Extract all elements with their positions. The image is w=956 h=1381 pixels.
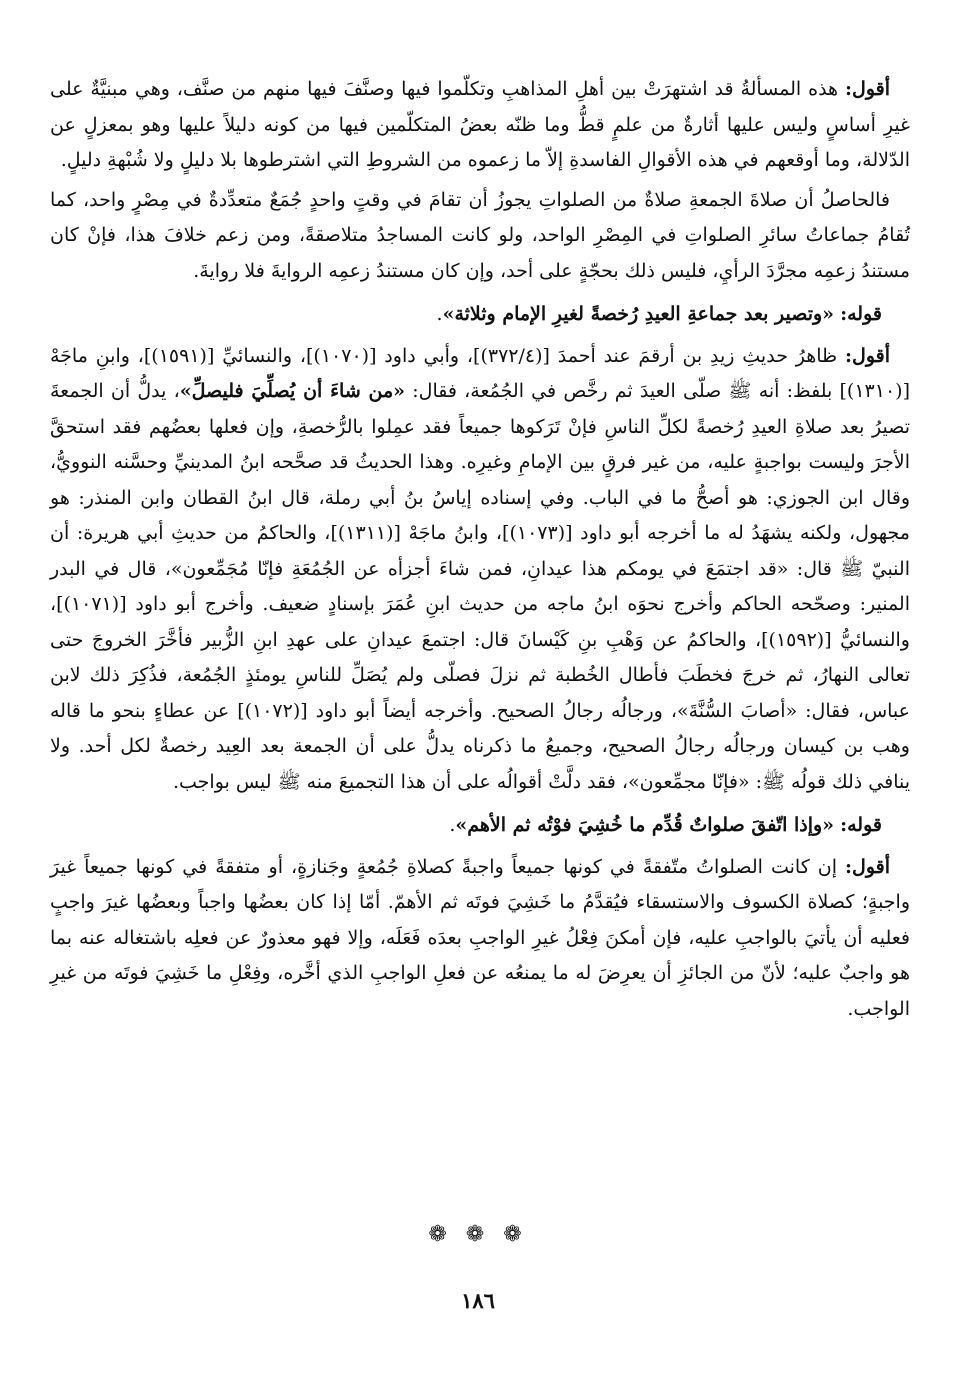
- paragraph-label: أقول:: [845, 344, 891, 367]
- page-body: [50, 72, 910, 1031]
- paragraph-label: قوله:: [840, 303, 882, 325]
- paragraph-3-quote: [50, 297, 910, 333]
- paragraph-1: [50, 72, 910, 179]
- quoted-text: «وتصير بعد جماعةِ العيدِ رُخصةً لغيرِ الإمام وثلاثة»: [442, 303, 835, 325]
- paragraph-text: ظاهرُ حديثِ زيدِ بن أرقمَ عند أحمدَ [(٣٧٢/٤)]، وأبي داود [(١٠٧٠)]، والنسائيِّ [(١٥٩١)]، وابنِ ماجَهْ [(١٣١٠)] بلفظ: أنه ﷺ صلّى العيدَ ثم رخَّص في الجُمُعة، فقال:: [50, 344, 910, 402]
- paragraph-label: أقول:: [845, 855, 890, 878]
- section-divider-ornament: ❁ ❁ ❁: [428, 1222, 528, 1247]
- paragraph-text: إن كانت الصلواتُ متّفقةً في كونها جميعاً واجبةً كصلاةِ جُمُعةٍ وجَنازةٍ، أو متفقةً في كونها جميعاً غيرَ واجبةٍ؛ كصلاة الكسوف والاستسقاء فيُقدَّمُ ما خَشِيَ فوتَه ثم الأهمّ. أمّا إذا كان بعضُها واجباً وبعضُها غيرَ واجبٍ فعليه أن يأتيَ بالواجبِ عليه، فإن أمكنَ فِعْلُ غيرِ الواجبِ بعدَه فَعَلَه، وإلا فهو معذورٌ عن فعلِه باشتغاله عنه بما هو واجبٌ عليه؛ لأنّ من الجائزِ أن يعرِضَ له ما يمنعُه عن فعلِ الواجبِ الذي أخَّره، وفِعْلِ ما خَشِيَ فوتَه من غيرِ الواجب.: [50, 855, 910, 1020]
- quoted-text: «من شاءَ أن يُصلِّيَ فليصلِّ»: [179, 380, 406, 402]
- quoted-text: «وإذا اتّفقَ صلواتٌ قُدِّم ما خُشِيَ فوْتُه ثم الأهم»: [455, 814, 835, 836]
- paragraph-label: قوله:: [840, 814, 882, 836]
- paragraph-6: [50, 850, 910, 1028]
- paragraph-text-end: .: [436, 303, 443, 325]
- paragraph-5-quote: [50, 808, 910, 844]
- paragraph-text: فالحاصلُ أن صلاةَ الجمعةِ صلاةٌ من الصلواتِ يجوزُ أن تقامَ في وقتٍ واحدٍ جُمَعٌ متعدِّدةٌ في مِصْرٍ واحد، كما تُقامُ جماعاتُ سائرِ الصلواتِ في المِصْرِ الواحد، ولو كانت المساجدُ متلاصقةً، ومن زعم خلافَ هذا، فإنْ كان مستندُ زعمِه مجرَّدَ الرأيِ، فليس ذلك بحجّةٍ على أحد، وإن كان مستندُ زعمِه الروايةَ فلا روايةَ.: [50, 188, 910, 282]
- paragraph-label: أقول:: [845, 78, 890, 100]
- paragraph-text-end: ، يدلُّ أن الجمعةَ تصيرُ بعد صلاةِ العيدِ رُخصةً لكلِّ الناسِ فإنْ تَرَكوها جميعاً فقد عمِلوا بالرُّخصةِ، وإن فعلها بعضُهم فقد استحقَّ الأجرَ وليست بواجبةٍ عليه، من غير فرقٍ بين الإمامِ وغيرِه. وهذا الحديثُ قد صحَّحه ابنُ المدينيِّ وحسَّنه النوويُّ، وقال ابن الجوزي: هو أصحُّ ما في الباب. وفي إسناده إياسُ بنُ أبي رملة، قال ابنُ القطان وابن المنذر: هو مجهول، ولكنه يشهَدُ له ما أخرجه أبو داود [(١٠٧٣)]، وابنُ ماجَهْ [(١٣١١)]، والحاكمُ من حديثِ أبي هريرة: أن النبيّ ﷺ قال: «قد اجتمَعَ في يومكم هذا عيدانِ، فمن شاءَ أجزأه عن الجُمُعَةِ فإنّا مُجَمِّعون»، قال في البدر المنير: وصحّحه الحاكم وأخرج نحوَه ابنُ ماجه من حديث ابنِ عُمَرَ بإسنادٍ ضعيف. وأخرج أبو داود [(١٠٧١)]، والنسائيُّ [(١٥٩٢)]، والحاكمُ عن وَهْبِ بنِ كَيْسانَ قال: اجتمعَ عيدانِ على عهدِ ابنِ الزُّبير فأخَّرَ الخروجَ حتى تعالى النهارُ، ثم خرجَ فخطَبَ فأطال الخُطبة ثم نزلَ فصلّى ولم يُصَلِّ للناسِ يومئذٍ الجُمُعة، فذُكِرَ ذلك لابن عباس، فقال: «أصابَ السُّنَّةَ»، ورجالُه رجالُ الصحيح. وأخرجه أيضاً أبو داود [(١٠٧٢)] عن عطاءٍ بنحو ما قاله وهب بن كيسان ورجالُه رجالُ الصحيح، وجميعُ ما ذكرناه يدلُّ على أن الجمعة بعد العِيد رخصةٌ لكل أحد. ولا ينافي ذلك قولُه ﷺ: «فإنّا مجمِّعون»، فقد دلَّتْ أقوالُه على أن هذا التجميعَ منه ﷺ ليس بواجب.: [50, 380, 910, 793]
- page-number: ١٨٦: [461, 1288, 495, 1313]
- paragraph-text-end: .: [449, 814, 456, 836]
- paragraph-2: [50, 183, 910, 290]
- paragraph-text: هذه المسألةُ قد اشتهرَتْ بين أهلِ المذاهبِ وتكلّموا فيها وصنَّفَ فيها منهم من صنَّف، وهي مبنيَّةٌ على غيرِ أساسٍ وليس عليها أثارةٌ من علمٍ قطُّ وما ظنّه بعضُ المتكلّمين فيها من كونه دليلاً عليها وهو بمعزلٍ عن الدّلالة، وما أوقعهم في هذه الأقوالِ الفاسدةِ إلاّ ما زعموه من الشروطِ التي اشترطوها بلا دليلٍ ولا شُبْهةِ دليلٍ.: [50, 78, 910, 171]
- paragraph-4: [50, 339, 910, 801]
